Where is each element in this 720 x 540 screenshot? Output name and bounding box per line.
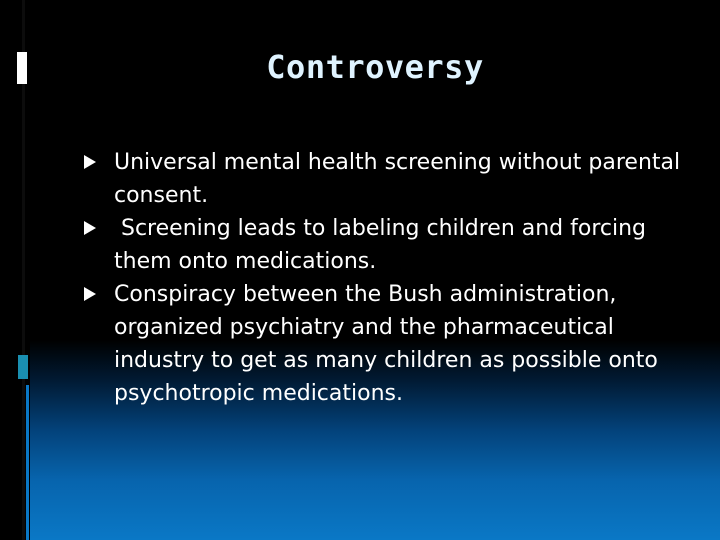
slide-title: Controversy bbox=[266, 48, 484, 86]
bullet-text: Universal mental health screening without parental consent. bbox=[114, 150, 681, 208]
bullet-list bbox=[84, 146, 704, 410]
decor-line-bottom bbox=[26, 385, 29, 540]
bullet-item bbox=[84, 212, 704, 278]
decor-block-mid bbox=[18, 355, 28, 379]
bullet-text: Screening leads to labeling children and forcing them onto medications. bbox=[114, 216, 654, 274]
bullet-item bbox=[84, 278, 704, 410]
arrow-bullet-icon bbox=[84, 287, 96, 301]
decor-block-top bbox=[17, 52, 27, 84]
bullet-item bbox=[84, 146, 704, 212]
bullet-text: Conspiracy between the Bush administration, organized psychiatry and the pharmaceutical industry to get as many children as possible onto psychotropic medications. bbox=[114, 282, 658, 406]
arrow-bullet-icon bbox=[84, 221, 96, 235]
left-decor-band bbox=[0, 0, 30, 540]
arrow-bullet-icon bbox=[84, 155, 96, 169]
